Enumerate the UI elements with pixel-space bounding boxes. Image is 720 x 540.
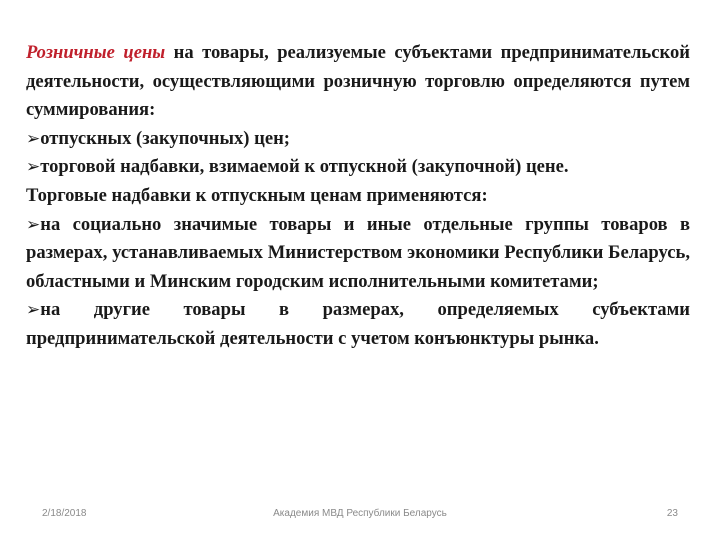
intro-paragraph xyxy=(26,39,690,125)
arrowhead-bullet-icon: ➢ xyxy=(26,128,41,149)
list-item xyxy=(26,125,690,154)
footer-page-number: 23 xyxy=(666,508,678,519)
intro-text: на товары, реализуемые субъектами предпринимательской деятельности, осуществляющими розничную торговлю определяются путем суммирования: xyxy=(26,42,691,121)
footer-organization: Академия МВД Республики Беларусь xyxy=(273,508,447,519)
section-heading: Торговые надбавки к отпускным ценам применяются: xyxy=(26,184,488,206)
list-item xyxy=(26,153,690,182)
list-item-text: на другие товары в размерах, определяемых субъектами предпринимательской деятельности с учетом конъюнктуры рынка. xyxy=(26,299,690,349)
arrowhead-bullet-icon: ➢ xyxy=(26,300,41,321)
list-item-text: на социально значимые товары и иные отдельные группы товаров в размерах, устанавливаемых Министерством экономики Республики Беларусь, областными и Минским городским исполнительными комитетами; xyxy=(26,213,690,292)
list-item-text: отпускных (закупочных) цен; xyxy=(40,127,290,149)
footer-date: 2/18/2018 xyxy=(42,508,87,519)
list-item xyxy=(26,296,690,353)
slide-body xyxy=(26,39,690,354)
slide-footer xyxy=(0,508,720,524)
arrowhead-bullet-icon: ➢ xyxy=(26,214,41,235)
intro-emphasis: Розничные цены xyxy=(26,42,166,63)
list-item-text: торговой надбавки, взимаемой к отпускной (закупочной) цене. xyxy=(40,156,569,178)
arrowhead-bullet-icon: ➢ xyxy=(26,157,41,178)
list-item xyxy=(26,211,690,297)
